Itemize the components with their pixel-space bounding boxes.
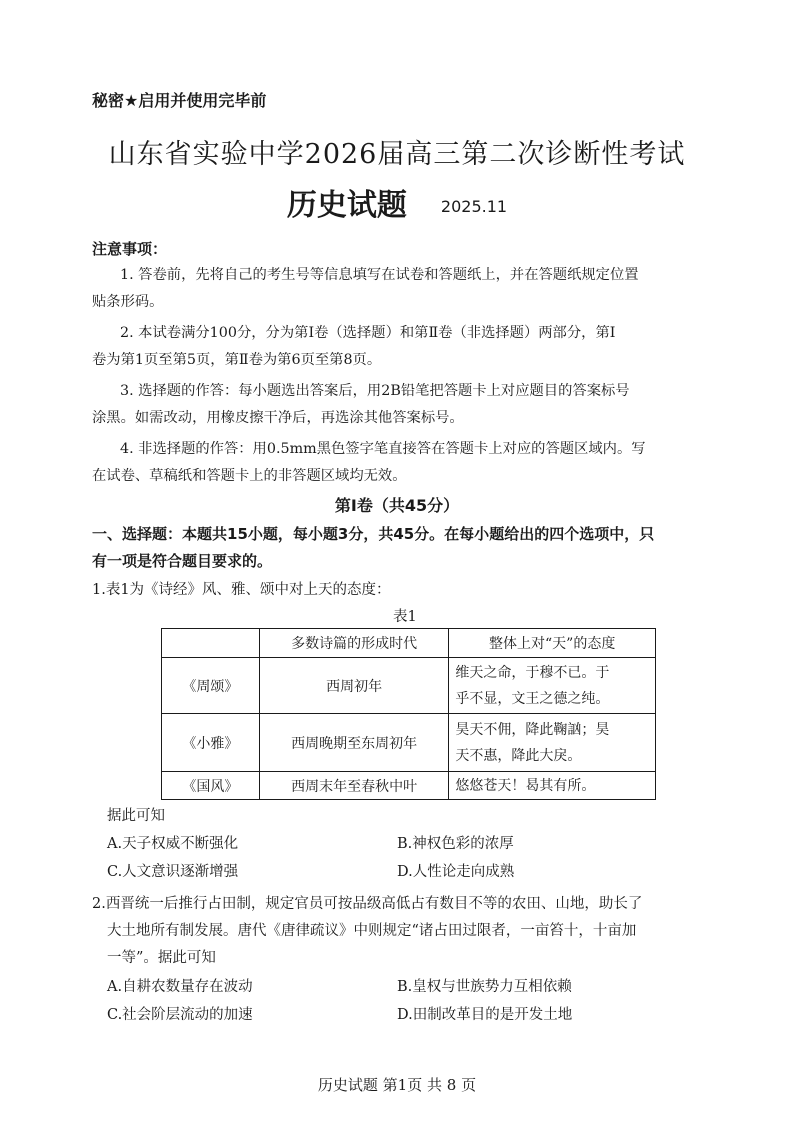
note-2-line1: 2. 本试卷满分100分，分为第Ⅰ卷（选择题）和第Ⅱ卷（非选择题）两部分，第Ⅰ bbox=[120, 325, 616, 341]
page-footer: 历史试题 第1页 共 8 页 bbox=[317, 1076, 477, 1094]
table-row bbox=[162, 772, 656, 800]
note-2-line2: 卷为第1页至第5页，第Ⅱ卷为第6页至第8页。 bbox=[92, 352, 382, 368]
section-instruction-line1: 一、选择题：本题共15小题，每小题3分，共45分。在每小题给出的四个选项中，只 bbox=[92, 525, 655, 543]
question-1-option-a: A.天子权威不断强化 bbox=[107, 836, 239, 852]
section-instruction-line2: 有一项是符合题目要求的。 bbox=[92, 552, 273, 570]
question-1-lead: 据此可知 bbox=[107, 808, 165, 824]
subject-title: 历史试题 bbox=[286, 188, 407, 223]
question-2-option-b: B.皇权与世族势力互相依赖 bbox=[397, 979, 572, 995]
table-row bbox=[162, 658, 656, 714]
question-2-stem-line3: 一等”。据此可知 bbox=[107, 950, 216, 966]
subject-title-row bbox=[0, 180, 794, 224]
table-cell-line: 昊天不佣，降此鞠訩；昊 bbox=[455, 721, 610, 738]
note-3-line1: 3. 选择题的作答：每小题选出答案后，用2B铅笔把答题卡上对应题目的答案标号 bbox=[120, 383, 630, 399]
table-cell: 《国风》 bbox=[162, 772, 260, 800]
poetry-attitude-table bbox=[161, 628, 656, 800]
note-3-line2: 涂黑。如需改动，用橡皮擦干净后，再选涂其他答案标号。 bbox=[92, 410, 464, 426]
table-cell-line: 维天之命，于穆不已。于 bbox=[455, 664, 610, 681]
table-cell: 《周颂》 bbox=[162, 658, 260, 714]
table-cell bbox=[449, 714, 656, 772]
note-4-line1: 4. 非选择题的作答：用0.5mm黑色签字笔直接答在答题卡上对应的答题区域内。写 bbox=[120, 441, 646, 457]
table-row bbox=[162, 714, 656, 772]
table-header-row bbox=[162, 629, 656, 658]
table-cell-line: 乎不显，文王之德之纯。 bbox=[455, 690, 610, 707]
question-1-stem: 1.表1为《诗经》风、雅、颂中对上天的态度： bbox=[92, 582, 391, 598]
note-1-line2: 贴条形码。 bbox=[92, 294, 164, 310]
table-header-cell: 整体上对“天”的态度 bbox=[449, 629, 656, 658]
table-header-cell: 多数诗篇的形成时代 bbox=[259, 629, 449, 658]
question-2-option-a: A.自耕农数量存在波动 bbox=[107, 979, 253, 995]
question-2-option-c: C.社会阶层流动的加速 bbox=[107, 1007, 253, 1023]
exam-date: 2025.11 bbox=[440, 197, 508, 216]
table-header-cell bbox=[162, 629, 260, 658]
volume-heading: 第Ⅰ卷（共45分） bbox=[334, 496, 460, 515]
question-2-option-d: D.田制改革目的是开发土地 bbox=[397, 1007, 573, 1023]
table-cell: 悠悠苍天！曷其有所。 bbox=[449, 772, 656, 800]
notes-heading: 注意事项： bbox=[92, 240, 168, 258]
table-cell bbox=[449, 658, 656, 714]
table-cell-line: 天不惠，降此大戾。 bbox=[455, 747, 582, 764]
table-cell: 《小雅》 bbox=[162, 714, 260, 772]
question-1-option-b: B.神权色彩的浓厚 bbox=[397, 836, 514, 852]
question-1-option-c: C.人文意识逐渐增强 bbox=[107, 864, 239, 880]
table-cell: 西周初年 bbox=[259, 658, 449, 714]
exam-title: 山东省实验中学2026届高三第二次诊断性考试 bbox=[108, 139, 686, 170]
question-2-stem-line1: 2.西晋统一后推行占田制，规定官员可按品级高低占有数目不等的农田、山地，助长了 bbox=[92, 896, 643, 912]
note-1-line1: 1. 答卷前，先将自己的考生号等信息填写在试卷和答题纸上，并在答题纸规定位置 bbox=[120, 267, 639, 283]
table-caption: 表1 bbox=[393, 609, 417, 625]
note-4-line2: 在试卷、草稿纸和答题卡上的非答题区域均无效。 bbox=[92, 468, 407, 484]
question-1-option-d: D.人性论走向成熟 bbox=[397, 864, 515, 880]
confidential-label: 秘密★启用并使用完毕前 bbox=[92, 91, 267, 110]
table-cell: 西周晚期至东周初年 bbox=[259, 714, 449, 772]
question-2-stem-line2: 大土地所有制发展。唐代《唐律疏议》中则规定“诸占田过限者，一亩笞十，十亩加 bbox=[107, 923, 637, 939]
table-cell: 西周末年至春秋中叶 bbox=[259, 772, 449, 800]
